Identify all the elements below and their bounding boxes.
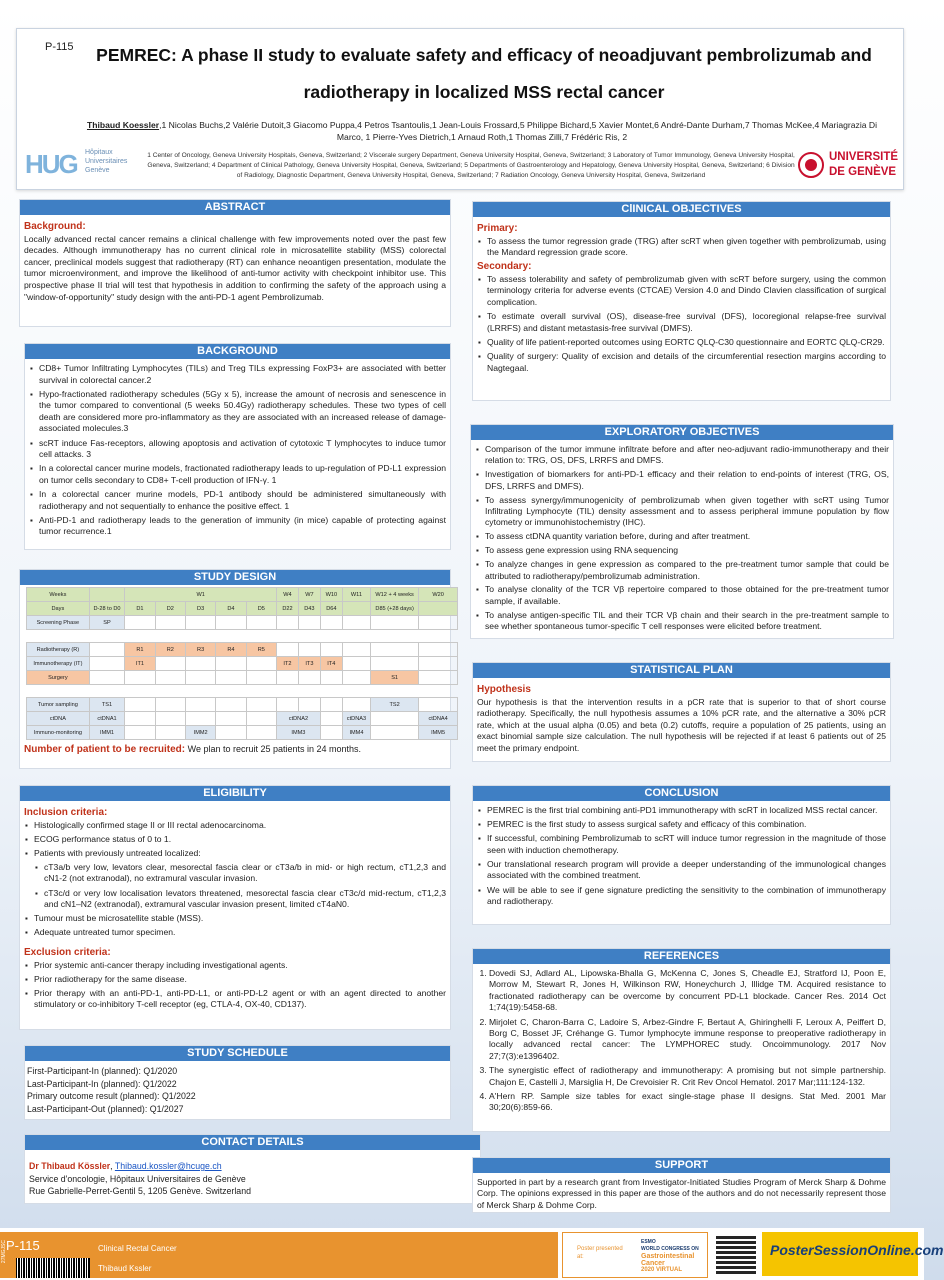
ts1-cell: TS1: [89, 698, 125, 712]
list-item: ▪ cT3a/b very low, levators clear, mesorectal fascia clear or cT3a/b in mid- or high rectum, cT1,2,3 and cN1-2 (not extranodal), no extramural vascular invasion.: [44, 862, 446, 885]
immunotherapy-label: Immunotherapy (IT): [27, 657, 90, 671]
it2-cell: IT2: [276, 657, 298, 671]
hug-logo-mark: HUG: [25, 149, 77, 179]
schedule-line: Primary outcome result (planned): Q1/2022: [27, 1091, 196, 1101]
list-item: ▪ To analyse antigen-specific TIL and their TCR Vβ chain and their search in the pre-treatment sample to see whether spontaneous tumor-specific T cell responses were elicited before treatment.: [485, 610, 889, 633]
weeks-label: Weeks: [27, 588, 90, 602]
list-item: ▪ In a colorectal cancer murine models, fractionated radiotherapy leads to up-regulation of PD-L1 expression on tumor cells secondary to CD8+ T-cell production of IFN-γ. 1: [39, 463, 446, 486]
conclusion-heading: CONCLUSION: [473, 786, 890, 801]
reference-item: 1. Dovedi SJ, Adlard AL, Lipowska-Bhalla G, McKenna C, Jones S, Cheadle EJ, Stratford IJ, Poon E, Morrow M, Stewart R, Jones H, Wilkinson RW, Honeychurch J, Illidge TM. Acquired resistance to fractionated radiotherapy can be overcome by concurrent PD-L1 blockade. Cancer Res. 2014 Oct 1;74(19):5458-68.: [489, 968, 886, 1014]
r2-cell: R2: [155, 643, 185, 657]
lead-author: Thibaud Koessler: [86, 120, 160, 130]
support-heading: SUPPORT: [473, 1158, 890, 1173]
exclusion-list: [24, 960, 446, 1011]
event-name: [641, 1239, 699, 1267]
list-item: ▪ Comparison of the tumor immune infiltrate before and after neo-adjuvant radio-immunotherapy and their relation to: TRG, OS, DFS, LRRFS and DMFS.: [485, 444, 889, 467]
day-cell: D43: [298, 602, 320, 616]
imm2-cell: IMM2: [185, 726, 215, 740]
list-item: ▪ To assess the tumor regression grade (TRG) after scRT when given together with pembrolizumab, using the Mandard regression grade score.: [487, 236, 886, 259]
surgery-row: [27, 671, 458, 685]
exclusion-title: Exclusion criteria:: [24, 946, 111, 958]
background-heading: BACKGROUND: [25, 344, 450, 359]
week-w7: W7: [298, 588, 320, 602]
schedule-panel: [24, 1045, 451, 1120]
inclusion-list: [24, 820, 446, 860]
week-w1: W1: [125, 588, 277, 602]
unige-line2: DE GENÈVE: [829, 166, 897, 178]
exploratory-heading: EXPLORATORY OBJECTIVES: [471, 425, 893, 440]
poster-code: P-115: [45, 41, 74, 53]
week-w12: W12 + 4 weeks: [371, 588, 419, 602]
contact-panel: CONTACT DETAILS Dr Thibaud Kössler, Thibaud.kossler@hcuge.ch Service d'oncologie, Hôpitaux Universitaires de Genève Rue Gabrielle-Perret-Gentil 5, 1205 Genève. Switzerland: [24, 1134, 481, 1204]
list-item: ▪ Our translational research program will provide a deeper understanding of the immunological changes associated with the combined treatment.: [487, 859, 886, 882]
ctdna4-cell: ctDNA4: [419, 712, 458, 726]
unige-logo: [797, 149, 901, 183]
ctdna1-cell: ctDNA1: [89, 712, 125, 726]
primary-list: [477, 236, 886, 259]
list-item: ▪ Tumour must be microsatellite stable (MSS).: [34, 913, 446, 925]
r1-cell: R1: [125, 643, 155, 657]
contact-line: Service d'oncologie, Hôpitaux Universitaires de Genève: [29, 1173, 246, 1184]
poster-title: PEMREC: A phase II study to evaluate safety and efficacy of neoadjuvant pembrolizumab and radiotherapy in localized MSS rectal cancer: [96, 45, 872, 102]
footer-track: Clinical Rectal Cancer: [98, 1244, 177, 1253]
list-item: ▪ ECOG performance status of 0 to 1.: [34, 834, 446, 846]
imm1-cell: IMM1: [89, 726, 125, 740]
brand-text: PosterSessionOnline.com: [770, 1242, 944, 1258]
list-item: ▪ To assess tolerability and safety of pembrolizumab given with scRT before surgery, using the common terminology criteria for adverse events (CTCAE) Version 4.0 and Dindo Clavien classification of surgical complication.: [487, 274, 886, 309]
list-item: ▪ To estimate overall survival (OS), disease-free survival (DFS), locoregional relapse-free survival (LRRFS) and distant metastasis-free survival (DMFS).: [487, 311, 886, 334]
support-text: Supported in part by a research grant from Investigator-Initiated Studies Program of Merck Sharp & Dohme Corp. The opinions expressed in this paper are those of the authors and do not necessarily represent those of Merck Sharp & Dohme Corp.: [477, 1177, 886, 1210]
contact-name: Dr Thibaud Kössler: [29, 1161, 111, 1171]
eligibility-heading: ELIGIBILITY: [20, 786, 450, 801]
postersessiononline-logo[interactable]: [762, 1232, 944, 1276]
days-row: [27, 602, 458, 616]
ts2-cell: TS2: [371, 698, 419, 712]
week-w4: W4: [276, 588, 298, 602]
event-line: WORLD CONGRESS ON: [641, 1246, 699, 1252]
statistical-heading: STATISTICAL PLAN: [473, 663, 890, 678]
schedule-heading: STUDY SCHEDULE: [25, 1046, 450, 1061]
hug-logo: [23, 147, 127, 181]
abstract-heading: ABSTRACT: [20, 200, 450, 215]
week-w11: W11: [342, 588, 370, 602]
day-cell: [419, 602, 458, 616]
abstract-text: Locally advanced rectal cancer remains a clinical challenge with few improvements noted over the past few decades. Although immunotherapy has no current clinical role in microsatellite stability (MSS) colorectal cancer, preclinical models suggest that radiotherapy (RT) can enhance neoantigen presentation, modulate the tumor microenvironment, and improve the likelihood of anti-tumor activity with checkpoint inhibitor use. This prospective phase II trial will test that hypothesis in addition to confirming the safety of the approach using a "window-of-opportunity" study design with the anti-PD-1 agent Pembrolizumab.: [24, 233, 446, 302]
day-cell: D64: [320, 602, 342, 616]
imm5-cell: IMM5: [419, 726, 458, 740]
hug-logo-line2: Universitaires: [85, 158, 128, 165]
primary-title: Primary:: [477, 223, 518, 234]
list-item: ▪ Prior radiotherapy for the same disease.: [34, 974, 446, 986]
list-item: ▪ cT3c/d or very low localisation levators threatened, mesorectal fascia clear cT3c/d mid-rectum, cT1,2,3 and cN1–N2 (extranodal), extramural vascular invasion present, limited cT4aN0.: [44, 888, 446, 911]
list-item: ▪ Quality of surgery: Quality of excision and details of the circumferential resection margins according to Nagtegaal.: [487, 351, 886, 374]
list-item: ▪ If successful, combining Pembrolizumab to scRT will induce tumor regression in the magnitude of those seen with induction chemotherapy.: [487, 833, 886, 856]
ctdna3-cell: ctDNA3: [342, 712, 370, 726]
affiliations: 1 Center of Oncology, Geneva University Hospitals, Geneva, Switzerland; 2 Viscerale surgery Department, Geneva University Hospital, Geneva, Switzerland; 3 Laboratory of Tumor Immunology, Geneva University Hospital, Geneva, Switzerland; 4 Department of Clinical Pathology, Geneva University Hospital, Geneva, Switzerland; 5 Departments of Gastroenterology and Hepatology, Geneva University Hospital, Geneva, Switzerland; 6 Division of Radiology, Diagnostic Department, Geneva University Hospital, Geneva, Switzerland; 7 Radiation Oncology, Geneva University Hospital, Geneva, Switzerland: [147, 152, 795, 179]
tumor-sampling-row: [27, 698, 458, 712]
list-item: ▪ Hypo-fractionated radiotherapy schedules (5Gy x 5), increase the amount of necrosis and senescence in the tumor compared to conventional (5 weeks 50.4Gy) radiotherapy schedules. These two types of cell death are considered more pro-inflammatory as they are associated with an increased release of damage-associated molecules.3: [39, 389, 446, 435]
co-authors: ,1 Nicolas Buchs,2 Valérie Dutoit,3 Giacomo Puppa,4 Petros Tsantoulis,1 Jean-Louis Frossard,5 Philippe Bichard,5 Xavier Montet,6 André-Dante Durham,7 Thomas McKee,4 Mariagrazia Di Marco, 1 Pierre-Yves Dietrich,1 Arnaud Roth,1 Thomas Zilli,7 Frédéric Ris, 2: [159, 120, 878, 142]
list-item: ▪ Anti-PD-1 and radiotherapy leads to the generation of immunity (in mice) capable of protecting against tumor recurrence.1: [39, 515, 446, 538]
week-w10: W10: [320, 588, 342, 602]
imm3-cell: IMM3: [276, 726, 320, 740]
recruit-line: [24, 744, 450, 755]
list-item: ▪ Patients with previously untreated localized:: [34, 848, 446, 860]
immunotherapy-row: [27, 657, 458, 671]
presented-at: Poster presented at:: [577, 1246, 623, 1260]
list-item: ▪ Prior therapy with an anti-PD-1, anti-PD-L1, or anti-PD-L2 agent or with an agent directed to another stimulatory or co-inhibitory T-cell receptor (eg, CTLA-4, OX-40, CD137).: [34, 988, 446, 1011]
day-cell: D1: [125, 602, 155, 616]
surgery-label: Surgery: [27, 671, 90, 685]
hug-logo-line1: Hôpitaux: [85, 149, 113, 156]
footer-side-code: 27MGJSC: [1, 1240, 7, 1264]
schedule-line: Last-Participant-Out (planned): Q1/2027: [27, 1103, 184, 1114]
references-list: [477, 968, 886, 1114]
week-w20: W20: [419, 588, 458, 602]
r4-cell: R4: [216, 643, 246, 657]
author-list: [77, 119, 887, 143]
day-cell: D85 (+28 days): [371, 602, 419, 616]
it4-cell: IT4: [320, 657, 342, 671]
day-cell: D-28 to D0: [89, 602, 125, 616]
list-item: ▪ Prior systemic anti-cancer therapy including investigational agents.: [34, 960, 446, 972]
references-heading: REFERENCES: [473, 949, 890, 964]
tumor-sampling-label: Tumor sampling: [27, 698, 90, 712]
list-item: ▪ To assess gene expression using RNA sequencing: [485, 545, 889, 556]
statistical-text: Our hypothesis is that the intervention results in a pCR rate that is superior to that of short course radiotherapy. Specifically, the null hypothesis assumes a 10% pCR rate, and the alternative a 30% pCR rate, which at the usual alpha (0.05) and beta (0.2) cutoffs, require a population of 25 patients, using an exact binomial sample size calculation. The null hypothesis will be rejected if at least 6 patients out of 25 meet the primary endpoint.: [477, 696, 886, 753]
ctdna-label: ctDNA: [27, 712, 90, 726]
inclusion-title: Inclusion criteria:: [24, 807, 108, 818]
abstract-sub: Background:: [24, 221, 86, 232]
day-cell: D2: [155, 602, 185, 616]
conclusion-panel: [472, 785, 891, 925]
recruit-label: Number of patient to be recruited:: [24, 744, 186, 755]
ctdna-row: [27, 712, 458, 726]
day-cell: D5: [246, 602, 276, 616]
days-label: Days: [27, 602, 90, 616]
day-cell: D4: [216, 602, 246, 616]
inclusion-tail-list: [24, 913, 446, 939]
schedule-line: First-Participant-In (planned): Q1/2020: [27, 1066, 178, 1076]
list-item: ▪ To assess synergy/immunogenicity of pembrolizumab when given together with scRT using Tumor Infiltrating Lymphocyte (TIL) density assessment and to assess peripheral immune population by flow cytometry or immunohistochemistry (IHC).: [485, 495, 889, 529]
eligibility-panel: [19, 785, 451, 1030]
secondary-list: [477, 274, 886, 374]
references-panel: [472, 948, 891, 1132]
background-panel: [24, 343, 451, 550]
conclusion-list: [477, 805, 886, 908]
study-design-panel: [19, 569, 451, 769]
recruit-text: We plan to recruit 25 patients in 24 months.: [185, 744, 362, 754]
s1-cell: S1: [371, 671, 419, 685]
reference-item: 3. The synergistic effect of radiotherapy and immunotherapy: A promising but not simple partnership. Chajon E, Castelli J, Marsiglia H, De Crevoisier R. Crit Rev Oncol Hematol. 2017 Mar;111:124-132.: [489, 1065, 886, 1088]
screening-label: Screening Phase: [27, 616, 90, 630]
footer-info: [0, 1232, 558, 1278]
footer-author: Thibaud Kssler: [98, 1264, 152, 1273]
hypothesis-title: Hypothesis: [477, 684, 531, 695]
reference-item: 4. A'Hern RP. Sample size tables for exact single-stage phase II designs. Stat Med. 2001 Mar 30;20(6):859-66.: [489, 1091, 886, 1114]
immunomonitoring-label: Immuno-monitoring: [27, 726, 90, 740]
list-item: ▪ PEMREC is the first study to assess surgical safety and efficacy of this combination.: [487, 819, 886, 831]
inclusion-sub-list: [24, 862, 446, 911]
support-panel: [472, 1157, 891, 1213]
clinical-objectives-panel: [472, 201, 891, 401]
unige-seal-icon: [797, 151, 825, 179]
clinical-heading: ClINICAL OBJECTIVES: [473, 202, 890, 217]
event-line: Cancer: [641, 1260, 665, 1267]
day-cell: [342, 602, 370, 616]
footer-bar: [0, 1228, 944, 1280]
day-cell: D22: [276, 602, 298, 616]
event-badge[interactable]: [562, 1232, 708, 1278]
r3-cell: R3: [185, 643, 215, 657]
study-design-heading: STUDY DESIGN: [20, 570, 450, 585]
unige-line1: UNIVERSITÉ: [829, 151, 899, 163]
ctdna2-cell: ctDNA2: [276, 712, 320, 726]
list-item: ▪ CD8+ Tumor Infiltrating Lymphocytes (TILs) and Treg TILs expressing FoxP3+ are associated with better survival in colorectal cancer.2: [39, 363, 446, 386]
list-item: ▪ PEMREC is the first trial combining anti-PD1 immunotherapy with scRT in localized MSS rectal cancer.: [487, 805, 886, 817]
event-year: 2020 VIRTUAL: [641, 1267, 683, 1273]
day-cell: D3: [185, 602, 215, 616]
abstract-panel: [19, 199, 451, 327]
poster-header: [16, 28, 904, 190]
list-item: ▪ Histologically confirmed stage II or III rectal adenocarcinoma.: [34, 820, 446, 832]
exploratory-panel: [470, 424, 894, 639]
list-item: ▪ To analyse clonality of the TCR Vβ repertoire compared to those obtained for the pre-treatment tumor sample, if available.: [485, 584, 889, 607]
radiotherapy-row: [27, 643, 458, 657]
footer-poster-code: P-115: [6, 1238, 40, 1253]
radiotherapy-label: Radiotherapy (R): [27, 643, 90, 657]
it3-cell: IT3: [298, 657, 320, 671]
event-line: ESMO: [641, 1239, 656, 1245]
imm4-cell: IMM4: [342, 726, 370, 740]
r5-cell: R5: [246, 643, 276, 657]
study-design-table: [26, 587, 458, 740]
contact-line: Rue Gabrielle-Perret-Gentil 5, 1205 Genève. Switzerland: [29, 1186, 251, 1196]
list-item: ▪ To assess ctDNA quantity variation before, during and after treatment.: [485, 531, 889, 542]
event-line: Gastrointestinal: [641, 1253, 695, 1260]
reference-item: 2. Mirjolet C, Charon-Barra C, Ladoire S, Arbez-Gindre F, Bertaut A, Ghiringhelli F, Leroux A, Peiffert D, Borg C, Bosset JF, Créhange G. Tumor lymphocyte immune response to preoperative radiotherapy in locally advanced rectal cancer: The LYMPHOREC study. Oncoimmunology. 2017 Nov 27;7(3):e1396402.: [489, 1017, 886, 1063]
background-list: [29, 363, 446, 538]
list-item: ▪ We will be able to see if gene signature predicting the sensitivity to the combination of immunotherapy and radiotherapy.: [487, 885, 886, 908]
list-item: ▪ Investigation of biomarkers for anti-PD-1 efficacy and their relation to end-points of interest (TRG, OS, DFS, LRRFS and DMFS).: [485, 469, 889, 492]
barcode-icon: [16, 1258, 90, 1278]
list-item: ▪ Adequate untreated tumor specimen.: [34, 927, 446, 939]
statistical-panel: [472, 662, 891, 762]
hug-logo-line3: Genève: [85, 167, 110, 174]
qr-code-icon[interactable]: [716, 1234, 756, 1274]
contact-email-link[interactable]: Thibaud.kossler@hcuge.ch: [114, 1161, 222, 1171]
sp-cell: SP: [89, 616, 125, 630]
list-item: ▪ To analyze changes in gene expression as compared to the pre-treatment tumor sample that could be attributed to radiotherapy/pembrolizumab administration.: [485, 559, 889, 582]
immunomonitoring-row: [27, 726, 458, 740]
weeks-row: [27, 588, 458, 602]
schedule-line: Last-Participant-In (planned): Q1/2022: [27, 1078, 177, 1089]
exploratory-list: [475, 444, 889, 633]
list-item: ▪ In a colorectal cancer murine models, PD-1 antibody should be administered simultaneously with radiotherapy and not sequentially to enhance the positive effect. 1: [39, 489, 446, 512]
it1-cell: IT1: [125, 657, 155, 671]
list-item: ▪ Quality of life patient-reported outcomes using EORTC QLQ-C30 questionnaire and EORTC QLQ-CR29.: [487, 337, 886, 349]
list-item: ▪ scRT induce Fas-receptors, allowing apoptosis and activation of cytotoxic T lymphocytes to induce tumor cell attacks. 3: [39, 438, 446, 461]
screening-row: [27, 616, 458, 630]
contact-heading: CONTACT DETAILS: [25, 1135, 480, 1150]
secondary-title: Secondary:: [477, 261, 532, 273]
